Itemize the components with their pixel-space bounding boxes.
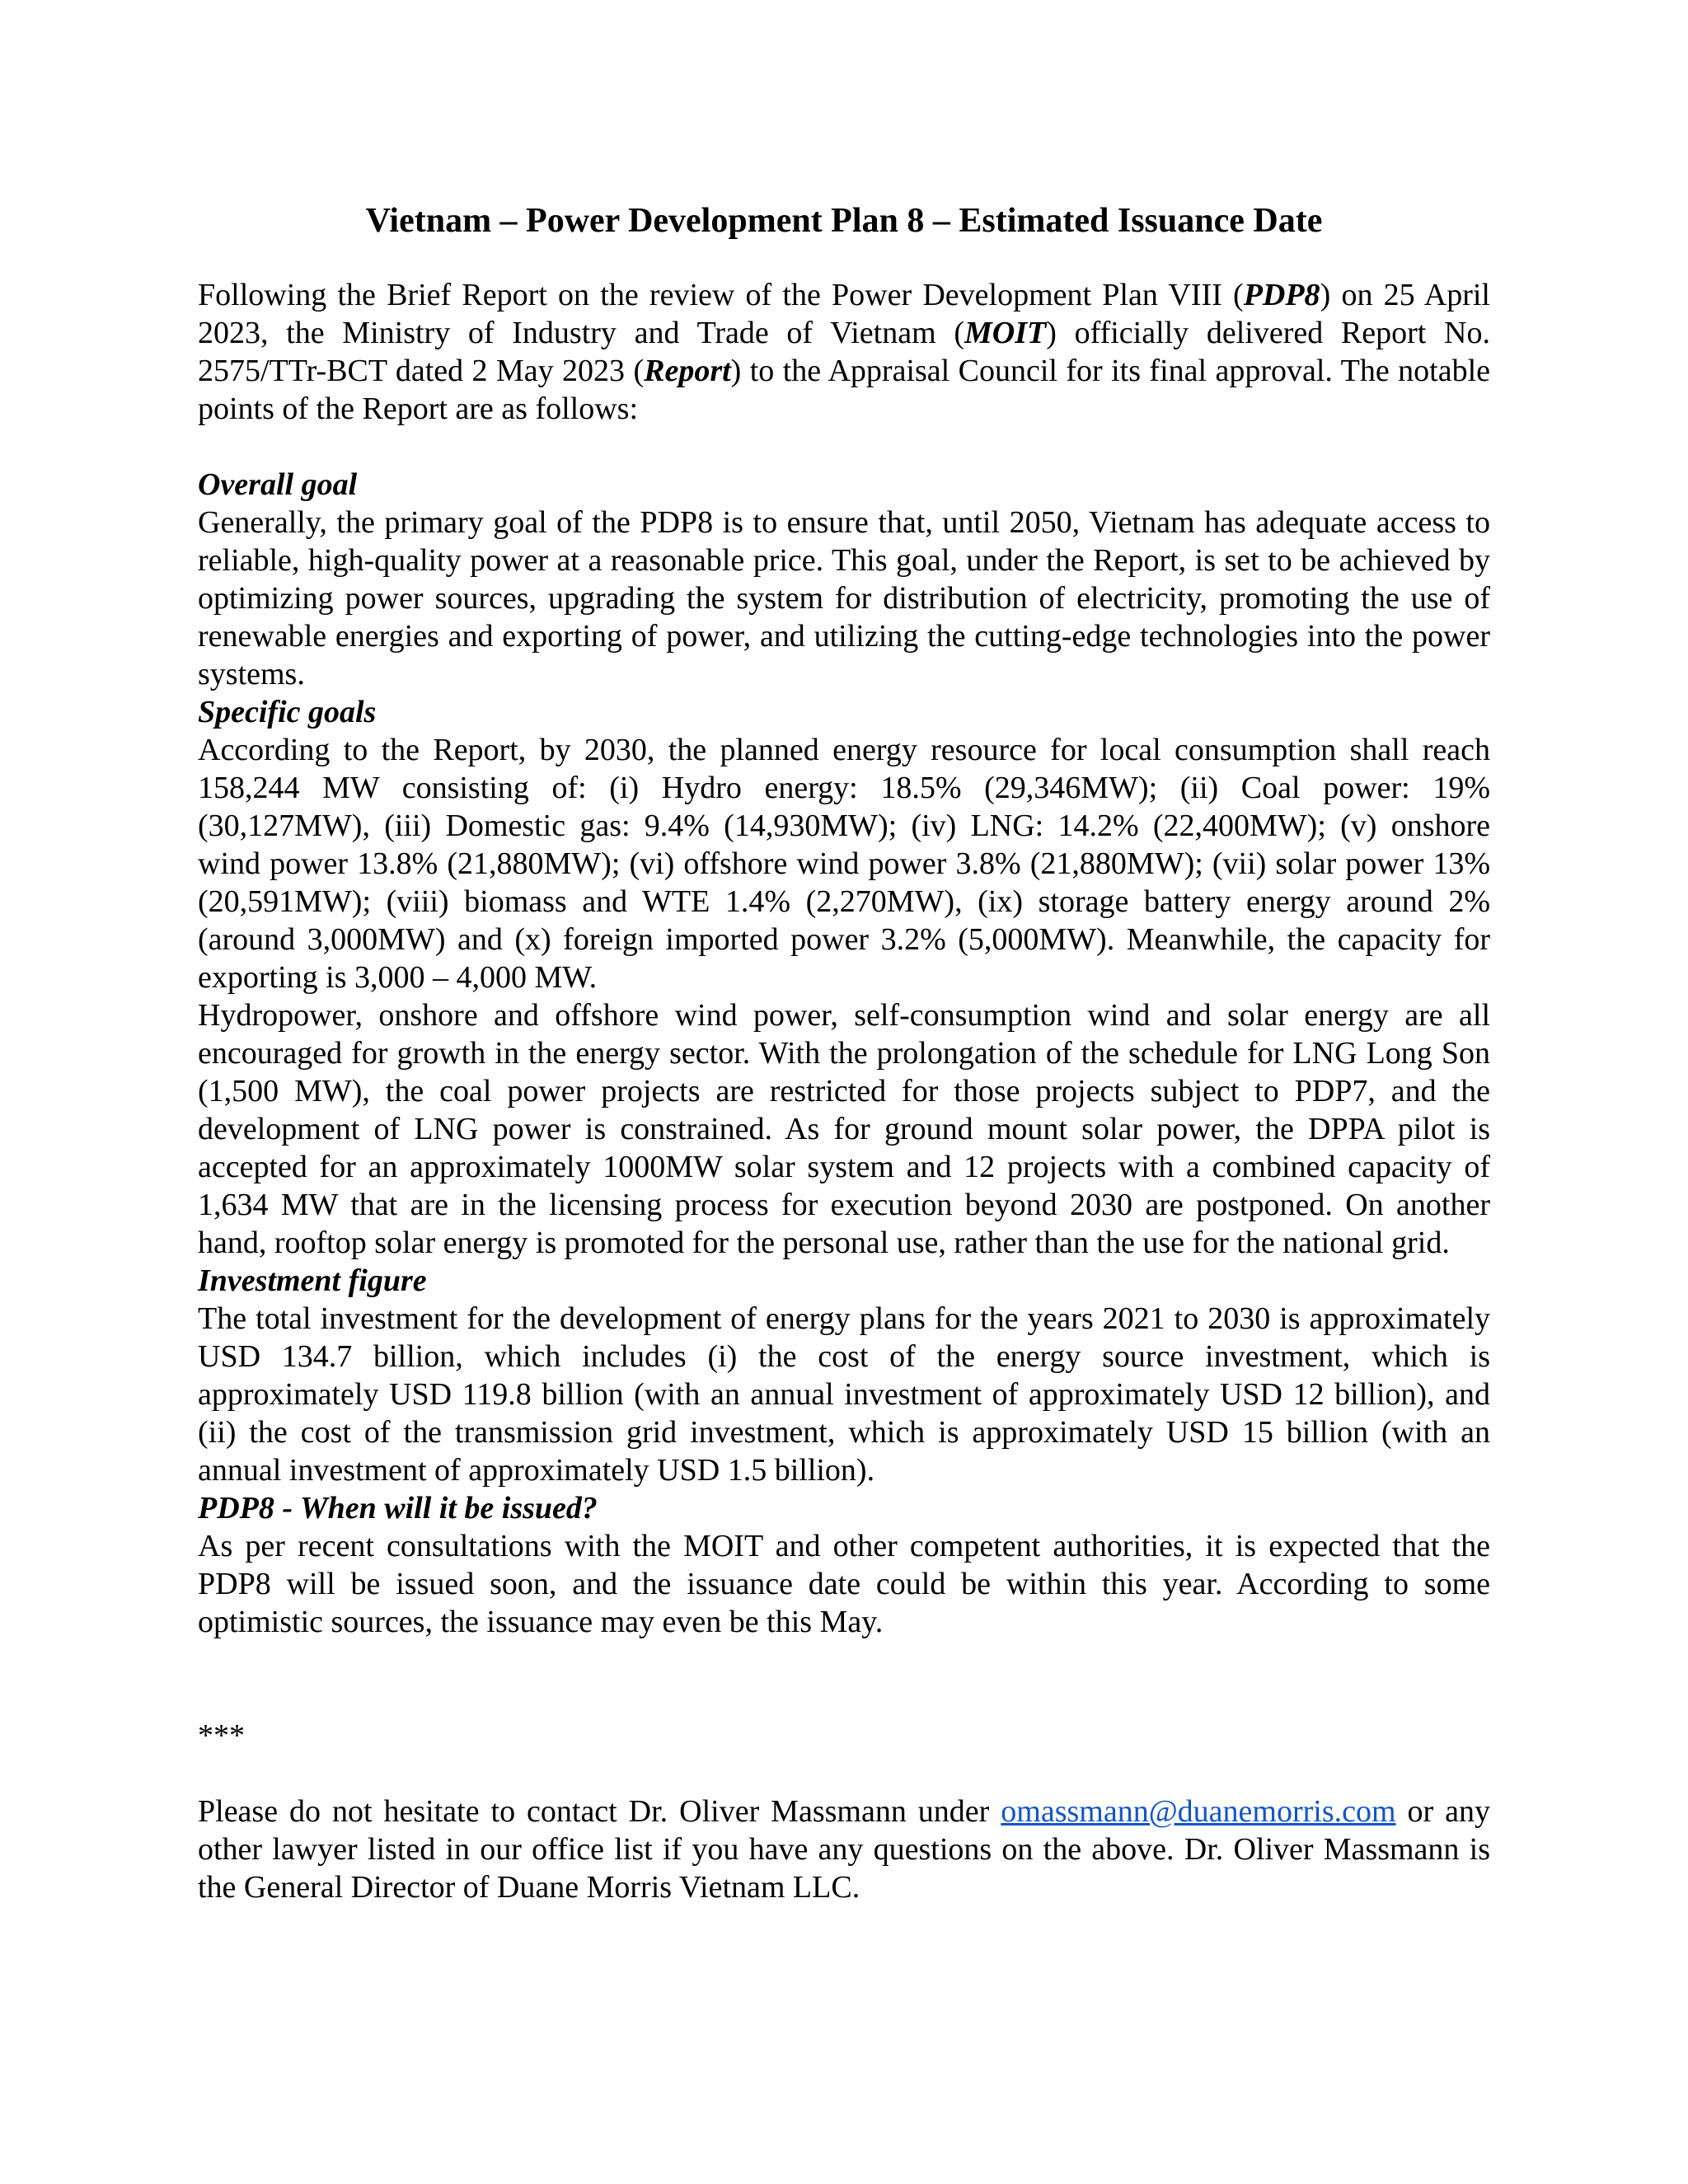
contact-text-1: Please do not hesitate to contact Dr. Oliver Massmann under (198, 1794, 1001, 1829)
spacer (198, 1641, 1490, 1717)
document-body (198, 276, 1490, 1906)
heading-specific-goals: Specific goals (198, 695, 377, 729)
issuance-paragraph: As per recent consultations with the MOIT and other competent authorities, it is expected that the PDP8 will be issued soon, and the issuance date could be within this year. According to some optimistic sources, the issuance may even be this May. (198, 1529, 1490, 1639)
heading-issuance: PDP8 - When will it be issued? (198, 1491, 598, 1526)
intro-text-3: ) officially delivered Report No. 2575/TTr-BCT dated 2 May 2023 ( (198, 316, 1490, 388)
moit-term: MOIT (964, 316, 1047, 350)
contact-text-2: or any other lawyer listed in our office list if you have any questions on the above. Dr. Oliver Massmann is the General Director of Duane Morris Vietnam LLC. (198, 1794, 1490, 1905)
document-title: Vietnam – Power Development Plan 8 – Estimated Issuance Date (365, 202, 1323, 240)
overall-goal-paragraph: Generally, the primary goal of the PDP8 is to ensure that, until 2050, Vietnam has adequate access to reliable, high-quality power at a reasonable price. This goal, under the Report, is set to be achieved by optimizing power sources, upgrading the system for distribution of electricity, promoting the use of renewable energies and exporting of power, and utilizing the cutting-edge technologies into the power systems. (198, 505, 1490, 691)
specific-goals-paragraph-1: According to the Report, by 2030, the planned energy resource for local consumption shall reach 158,244 MW consisting of: (i) Hydro energy: 18.5% (29,346MW); (ii) Coal power: 19% (30,127MW), (iii) Domestic gas: 9.4% (14,930MW); (iv) LNG: 14.2% (22,400MW); (v) onshore wind power 13.8% (21,880MW); (vi) offshore wind power 3.8% (21,880MW); (vii) solar power 13% (20,591MW); (viii) biomass and WTE 1.4% (2,270MW), (ix) storage battery energy around 2% (around 3,000MW) and (x) foreign imported power 3.2% (5,000MW). Meanwhile, the capacity for exporting is 3,000 – 4,000 MW. (198, 733, 1490, 995)
intro-text-1: Following the Brief Report on the review of the Power Development Plan VIII ( (198, 278, 1244, 312)
intro-text-2: ) on 25 April 2023, the Ministry of Industry and Trade of Vietnam ( (198, 278, 1490, 350)
investment-figure-paragraph: The total investment for the development of energy plans for the years 2021 to 2030 is approximately USD 134.7 billion, which includes (i) the cost of the energy source investment, which is approximately USD 119.8 billion (with an annual investment of approximately USD 12 billion), and (ii) the cost of the transmission grid investment, which is approximately USD 15 billion (with an annual investment of approximately USD 1.5 billion). (198, 1301, 1490, 1488)
pdp8-term: PDP8 (1243, 278, 1320, 312)
specific-goals-paragraph-2: Hydropower, onshore and offshore wind power, self-consumption wind and solar energy are all encouraged for growth in the energy sector. With the prolongation of the schedule for LNG Long Son (1,500 MW), the coal power projects are restricted for those projects subject to PDP7, and the development of LNG power is constrained. As for ground mount solar power, the DPPA pilot is accepted for an approximately 1000MW solar system and 12 projects with a combined capacity of 1,634 MW that are in the licensing process for execution beyond 2030 are postponed. On another hand, rooftop solar energy is promoted for the personal use, rather than the use for the national grid. (198, 998, 1490, 1260)
heading-overall-goal: Overall goal (198, 467, 358, 502)
intro-paragraph (198, 276, 1490, 428)
heading-investment-figure: Investment figure (198, 1263, 427, 1298)
spacer (198, 1755, 1490, 1793)
spacer (198, 428, 1490, 466)
email-link[interactable]: omassmann@duanemorris.com (1001, 1794, 1396, 1829)
report-term: Report (644, 354, 731, 388)
contact-paragraph (198, 1793, 1490, 1906)
intro-text-4: ) to the Appraisal Council for its final approval. The notable points of the Report are as follows: (198, 354, 1490, 426)
section-separator: *** (198, 1718, 245, 1753)
